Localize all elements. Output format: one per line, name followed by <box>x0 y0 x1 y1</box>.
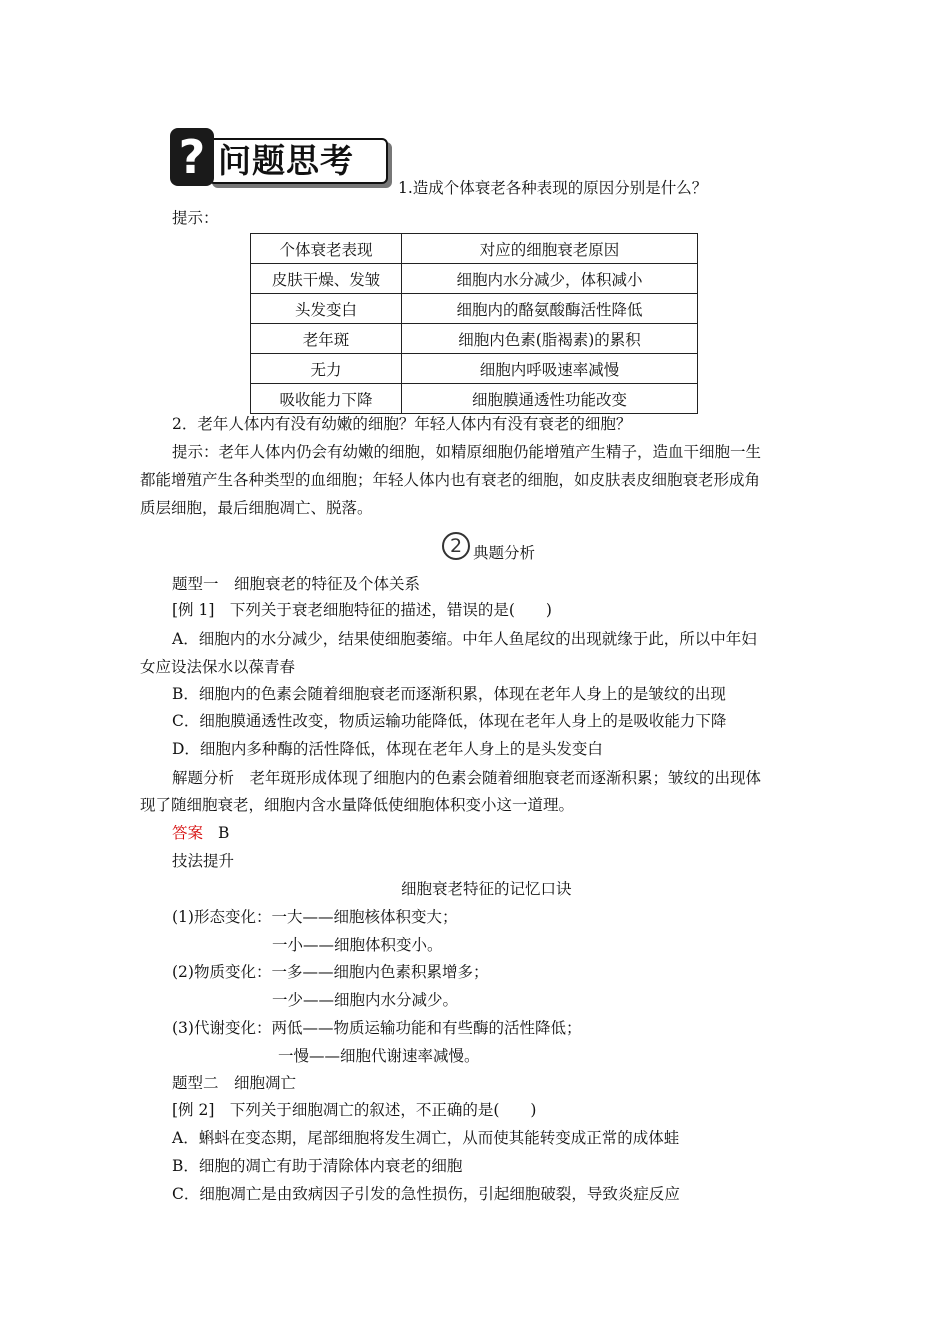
table-header: 对应的细胞衰老原因 <box>402 234 698 264</box>
hint-label: 提示： <box>172 209 219 227</box>
analysis-line: 解题分析 老年斑形成体现了细胞内的色素会随着细胞衰老而逐渐积累；皱纹的出现体 <box>172 769 762 787</box>
mnemonic-line: 一小——细胞体积变小。 <box>272 936 443 954</box>
question-type-title: 题型一 细胞衰老的特征及个体关系 <box>172 575 421 593</box>
option-line: C．细胞凋亡是由致病因子引发的急性损伤，引起细胞破裂，导致炎症反应 <box>172 1185 680 1203</box>
option-line: A．蝌蚪在变态期，尾部细胞将发生凋亡，从而使其能转变成正常的成体蛙 <box>172 1129 680 1147</box>
answer-value: B <box>218 824 230 842</box>
hint-line: 质层细胞，最后细胞凋亡、脱落。 <box>140 499 373 517</box>
table-cell: 吸收能力下降 <box>251 384 402 414</box>
banner-title: 问题思考 <box>218 141 354 180</box>
section-banner <box>168 126 390 188</box>
question-1: 1.造成个体衰老各种表现的原因分别是什么？ <box>398 179 708 197</box>
table-cell: 细胞内色素(脂褐素)的累积 <box>402 324 698 354</box>
section-number-icon: 2 <box>442 532 470 560</box>
hint-line: 都能增殖产生各种类型的血细胞；年轻人体内也有衰老的细胞，如皮肤表皮细胞衰老形成角 <box>140 471 761 489</box>
skill-title: 技法提升 <box>172 852 235 870</box>
option-line: A．细胞内的水分减少，结果使细胞萎缩。中年人鱼尾纹的出现就缘于此，所以中年妇 <box>172 630 757 648</box>
mnemonic-line: (1)形态变化：一大——细胞核体积变大； <box>172 908 458 926</box>
mnemonic-line: (2)物质变化：一多——细胞内色素积累增多； <box>172 963 489 981</box>
table-cell: 头发变白 <box>251 294 402 324</box>
aging-causes-table <box>250 233 698 414</box>
table-row <box>251 264 698 294</box>
example-stem: [例 1] 下列关于衰老细胞特征的描述，错误的是( ) <box>172 601 552 619</box>
answer-label: 答案 <box>172 824 204 842</box>
analysis-line: 现了随细胞衰老，细胞内含水量降低使细胞体积变小这一道理。 <box>140 796 575 814</box>
option-line: D．细胞内多种酶的活性降低，体现在老年人身上的是头发变白 <box>172 740 603 758</box>
banner-box <box>208 138 388 184</box>
table-cell: 皮肤干燥、发皱 <box>251 264 402 294</box>
question-2: 2．老年人体内有没有幼嫩的细胞？年轻人体内有没有衰老的细胞？ <box>172 415 632 433</box>
option-line: B．细胞内的色素会随着细胞衰老而逐渐积累，体现在老年人身上的是皱纹的出现 <box>172 685 726 703</box>
hint-line: 提示：老年人体内仍会有幼嫩的细胞，如精原细胞仍能增殖产生精子，造血干细胞一生 <box>172 443 762 461</box>
table-row <box>251 384 698 414</box>
mnemonic-line: 一少——细胞内水分减少。 <box>272 991 459 1009</box>
table-cell: 细胞内水分减少，体积减小 <box>402 264 698 294</box>
table-cell: 老年斑 <box>251 324 402 354</box>
table-cell: 细胞膜通透性功能改变 <box>402 384 698 414</box>
table-header-row <box>251 234 698 264</box>
option-line: C．细胞膜通透性改变，物质运输功能降低，体现在老年人身上的是吸收能力下降 <box>172 712 727 730</box>
table-row <box>251 324 698 354</box>
table-cell: 细胞内呼吸速率减慢 <box>402 354 698 384</box>
question-type-title: 题型二 细胞凋亡 <box>172 1074 297 1092</box>
table-header: 个体衰老表现 <box>251 234 402 264</box>
table-row <box>251 294 698 324</box>
mnemonic-line: (3)代谢变化：两低——物质运输功能和有些酶的活性降低； <box>172 1019 582 1037</box>
table-row <box>251 354 698 384</box>
example-stem: [例 2] 下列关于细胞凋亡的叙述，不正确的是( ) <box>172 1101 537 1119</box>
question-mark-icon: ? <box>170 128 214 186</box>
table-cell: 无力 <box>251 354 402 384</box>
option-line: 女应设法保水以葆青春 <box>140 658 296 676</box>
option-line: B．细胞的凋亡有助于清除体内衰老的细胞 <box>172 1157 463 1175</box>
table-cell: 细胞内的酪氨酸酶活性降低 <box>402 294 698 324</box>
skill-subtitle: 细胞衰老特征的记忆口诀 <box>401 880 572 898</box>
section-title: 典题分析 <box>473 544 536 562</box>
mnemonic-line: 一慢——细胞代谢速率减慢。 <box>278 1047 480 1065</box>
